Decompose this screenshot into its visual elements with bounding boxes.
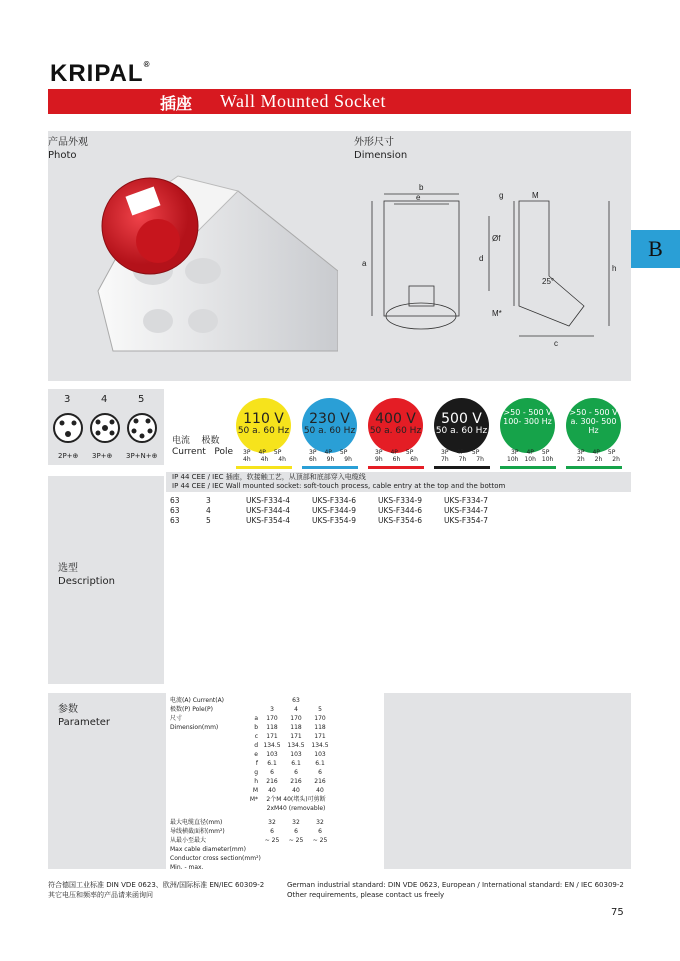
- table-row: 63 3 UKS-F334-4 UKS-F334-6 UKS-F334-9 UKS-F334-7: [170, 496, 488, 505]
- pole-label-2p: 2P+⊕: [58, 452, 79, 460]
- footer-cn-line2: 其它电压和频率的产品请来函询问: [48, 891, 153, 899]
- photo-label-cn: 产品外观: [48, 137, 88, 148]
- dim-letter-25: 25°: [542, 277, 555, 286]
- dim-letter-f: Øf: [492, 234, 501, 243]
- bar-black: [434, 466, 490, 469]
- footer-en-line2: Other requirements, please contact us freely: [287, 891, 445, 899]
- footer-cn: [48, 880, 264, 900]
- dim-letter-M: M: [532, 191, 539, 200]
- bar-green-2: [566, 466, 622, 469]
- voltage-100-300hz: >50 - 500 V 100- 300 Hz: [500, 398, 555, 453]
- voltage-110: 110 V 50 a. 60 Hz: [236, 398, 291, 453]
- dim-letter-a: a: [362, 259, 367, 268]
- pole-pin-diagrams: [52, 411, 162, 447]
- ip-note-cn: IP 44 CEE / IEC 插座，软接触工艺，从顶部和底部穿入电缆线: [172, 473, 366, 481]
- dim-letter-mstar: M*: [492, 309, 502, 318]
- ip-note: [166, 472, 631, 492]
- description-en: Description: [58, 576, 115, 587]
- dim-letter-d: d: [479, 254, 484, 263]
- brand-name: KRIPAL: [50, 60, 144, 87]
- parameter-table: 电流(A) Current(A) 63 极数(P) Pole(P) 3 4 5 尺寸 a 170 170 170 Dimension(mm) b 118 118 118 c 171 171 171 d 134.5 134.5 134.5 e 103 103 103 f 6.1 6.1 6.1 g 6 6 6 h 216 216 216 M 40 40 40 M* 2个M 40(堵头)可剪断 2xM40 (removable) 最大电缆直径(mm) 32 32 32 导线横截面积(mm²) 6 6 6 从最小至最大 ~ 25 ~ 25 ~ 25 Max cable diameter(mm) Conductor cross section(mm²) Min. - max.: [168, 696, 332, 872]
- title-bar: [48, 89, 631, 114]
- parameter-en: Parameter: [58, 717, 111, 728]
- voltage-230: 230 V 50 a. 60 Hz: [302, 398, 357, 453]
- brand-logo: [50, 60, 150, 88]
- current-en: Current: [172, 447, 206, 457]
- table-row: 63 5 UKS-F354-4 UKS-F354-9 UKS-F354-6 UKS-F354-7: [170, 516, 488, 525]
- param-current-value: 63: [292, 697, 300, 704]
- ip-note-en: IP 44 CEE / IEC Wall mounted socket: soft-touch process, cable entry at the top and the bottom: [172, 482, 506, 490]
- page-number: 75: [611, 907, 624, 918]
- dim-letter-h: h: [612, 264, 617, 273]
- voltage-400: 400 V 50 a. 60 Hz: [368, 398, 423, 453]
- pole-label-3p: 3P+⊕: [92, 452, 113, 460]
- parameter-panel: [48, 693, 631, 869]
- dimension-label-en: Dimension: [354, 150, 408, 161]
- photo-panel: [48, 131, 344, 381]
- pole-num-4: 4: [101, 394, 108, 405]
- param-current-label: 电流(A) Current(A): [170, 697, 225, 704]
- side-tab: B: [631, 230, 680, 268]
- voltage-300-500hz: >50 - 500 V a. 300- 500 Hz: [566, 398, 621, 453]
- title-cn: 插座: [160, 94, 193, 113]
- footer-cn-line1: 符合德国工业标准 DIN VDE 0623、欧洲/国际标准 EN/IEC 60309-2: [48, 881, 265, 889]
- photo-label: [48, 136, 88, 162]
- dimension-panel: [344, 131, 631, 381]
- pole-num-5: 5: [138, 394, 145, 405]
- product-table: [170, 496, 510, 526]
- current-cn: 电流: [172, 436, 191, 446]
- parameter-label: [58, 703, 110, 729]
- dimension-drawing: [354, 176, 629, 376]
- dimension-label-cn: 外形尺寸: [354, 137, 394, 148]
- pole-cn: 极数: [201, 436, 220, 446]
- dim-letter-c: c: [554, 339, 558, 348]
- bar-blue: [302, 466, 358, 469]
- bar-red: [368, 466, 424, 469]
- dimension-label: [354, 136, 407, 162]
- current-pole-header: [172, 436, 233, 458]
- footer-en-line1: German industrial standard: DIN VDE 0623, European / International standard: EN / IEC 60309-2: [287, 881, 624, 889]
- voltage-color-bars: [236, 466, 626, 469]
- pole-en: Pole: [214, 447, 234, 457]
- description-label: [58, 562, 115, 588]
- param-dim-cn: 尺寸: [170, 715, 183, 722]
- table-row: 63 4 UKS-F344-4 UKS-F344-9 UKS-F344-6 UKS-F344-7: [170, 506, 488, 515]
- description-panel: [48, 476, 164, 684]
- socket-photo: [88, 171, 338, 371]
- dim-letter-g: g: [499, 191, 504, 200]
- parameter-cn: 参数: [58, 704, 78, 715]
- photo-label-en: Photo: [48, 150, 77, 161]
- dim-letter-e: e: [416, 193, 421, 202]
- voltage-500: 500 V 50 a. 60 Hz: [434, 398, 489, 453]
- pole-panel: [48, 389, 164, 465]
- param-pole-label: 极数(P) Pole(P): [170, 706, 213, 713]
- dim-letter-b: b: [419, 183, 424, 192]
- pole-label-3pn: 3P+N+⊕: [126, 452, 158, 460]
- brand-reg: ®: [143, 60, 151, 69]
- footer-en: [287, 880, 624, 900]
- param-dim-en: Dimension(mm): [170, 724, 219, 731]
- title-en: Wall Mounted Socket: [220, 91, 387, 111]
- bar-green-1: [500, 466, 556, 469]
- bar-yellow: [236, 466, 292, 469]
- description-cn: 选型: [58, 563, 78, 574]
- pole-num-3: 3: [64, 394, 71, 405]
